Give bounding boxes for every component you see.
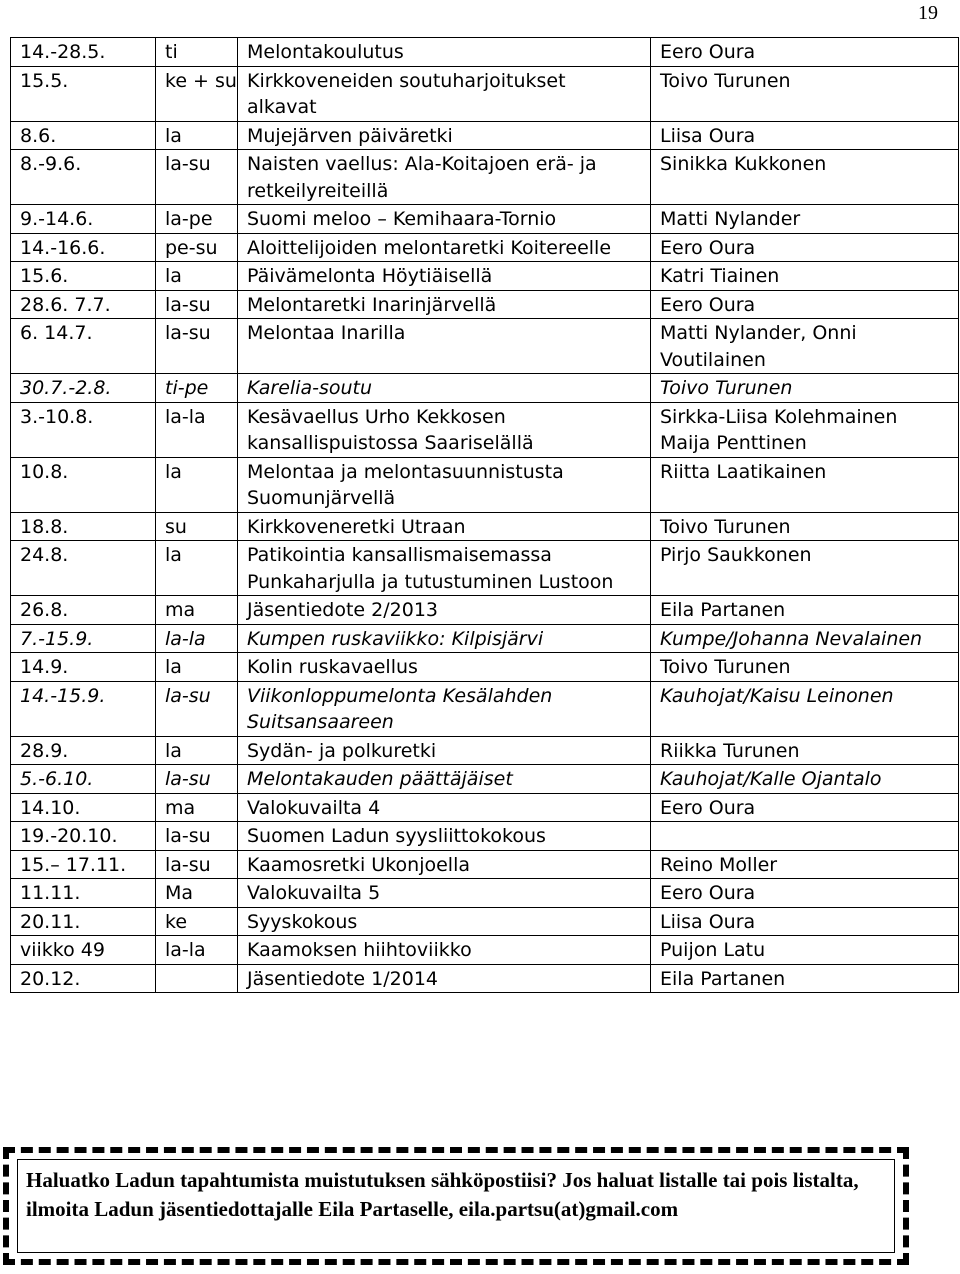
table-row (11, 150, 959, 205)
table-row (11, 822, 959, 851)
notice-text: Haluatko Ladun tapahtumista muistutuksen sähköpostiisi? Jos haluat listalle tai pois listalta, ilmoita Ladun jäsentiedottajalle Eila Partaselle, eila.partsu(at)gmail.com (26, 1168, 859, 1221)
event-days: la-la (156, 624, 238, 653)
event-days: la (156, 736, 238, 765)
event-date: 15.– 17.11. (11, 850, 156, 879)
event-leader: Riitta Laatikainen (651, 457, 959, 512)
event-activity: Päivämelonta Höytiäisellä (238, 262, 651, 291)
event-date: 15.6. (11, 262, 156, 291)
event-leader: Matti Nylander, Onni Voutilainen (651, 319, 959, 374)
table-row (11, 964, 959, 993)
event-leader: Puijon Latu (651, 936, 959, 965)
event-activity: Mujejärven päiväretki (238, 121, 651, 150)
table-row (11, 205, 959, 234)
event-leader: Sirkka-Liisa Kolehmainen Maija Penttinen (651, 402, 959, 457)
event-leader: Eero Oura (651, 290, 959, 319)
event-activity: Melontakoulutus (238, 38, 651, 67)
table-row (11, 233, 959, 262)
event-days: la (156, 262, 238, 291)
event-activity: Jäsentiedote 1/2014 (238, 964, 651, 993)
table-row (11, 624, 959, 653)
event-days: ma (156, 793, 238, 822)
event-leader: Kauhojat/Kaisu Leinonen (651, 681, 959, 736)
event-leader: Toivo Turunen (651, 66, 959, 121)
event-days: ke (156, 907, 238, 936)
event-date: 6. 14.7. (11, 319, 156, 374)
event-activity: Valokuvailta 4 (238, 793, 651, 822)
event-activity: Melontaa ja melontasuunnistusta Suomunjärvellä (238, 457, 651, 512)
notice-box (17, 1159, 895, 1253)
event-days: ti-pe (156, 374, 238, 403)
event-date: 28.6. 7.7. (11, 290, 156, 319)
event-days: la-pe (156, 205, 238, 234)
event-date: 11.11. (11, 879, 156, 908)
event-days: ke + su (156, 66, 238, 121)
event-date: 14.-15.9. (11, 681, 156, 736)
event-leader: Toivo Turunen (651, 512, 959, 541)
event-leader: Eero Oura (651, 38, 959, 67)
event-days: la-su (156, 681, 238, 736)
event-days: la (156, 653, 238, 682)
event-date: 8.6. (11, 121, 156, 150)
event-leader: Kumpe/Johanna Nevalainen (651, 624, 959, 653)
event-date: 14.9. (11, 653, 156, 682)
event-leader: Toivo Turunen (651, 374, 959, 403)
table-row (11, 879, 959, 908)
event-activity: Valokuvailta 5 (238, 879, 651, 908)
event-date: viikko 49 (11, 936, 156, 965)
event-leader: Katri Tiainen (651, 262, 959, 291)
table-row (11, 512, 959, 541)
event-leader: Eila Partanen (651, 596, 959, 625)
event-days: la (156, 541, 238, 596)
table-row (11, 374, 959, 403)
event-leader: Pirjo Saukkonen (651, 541, 959, 596)
event-activity: Melontaretki Inarinjärvellä (238, 290, 651, 319)
event-activity: Melontakauden päättäjäiset (238, 765, 651, 794)
event-days: pe-su (156, 233, 238, 262)
event-leader: Eero Oura (651, 793, 959, 822)
event-days: su (156, 512, 238, 541)
table-row (11, 290, 959, 319)
event-leader: Eila Partanen (651, 964, 959, 993)
event-date: 26.8. (11, 596, 156, 625)
event-activity: Karelia-soutu (238, 374, 651, 403)
event-date: 20.11. (11, 907, 156, 936)
event-activity: Kumpen ruskaviikko: Kilpisjärvi (238, 624, 651, 653)
event-days: la-su (156, 150, 238, 205)
table-row (11, 653, 959, 682)
event-days: la-su (156, 822, 238, 851)
event-date: 3.-10.8. (11, 402, 156, 457)
event-days: la-su (156, 290, 238, 319)
table-row (11, 541, 959, 596)
event-date: 9.-14.6. (11, 205, 156, 234)
table-row (11, 457, 959, 512)
event-activity: Kesävaellus Urho Kekkosen kansallispuistossa Saariselällä (238, 402, 651, 457)
event-date: 5.-6.10. (11, 765, 156, 794)
table-row (11, 907, 959, 936)
email-reminder-notice (3, 1147, 909, 1265)
event-activity: Kolin ruskavaellus (238, 653, 651, 682)
table-row (11, 38, 959, 67)
table-row (11, 681, 959, 736)
table-row (11, 66, 959, 121)
event-date: 30.7.-2.8. (11, 374, 156, 403)
event-days: ti (156, 38, 238, 67)
event-activity: Kaamosretki Ukonjoella (238, 850, 651, 879)
event-days: Ma (156, 879, 238, 908)
event-leader: Kauhojat/Kalle Ojantalo (651, 765, 959, 794)
event-days: la-la (156, 402, 238, 457)
event-date: 19.-20.10. (11, 822, 156, 851)
schedule-body (11, 38, 959, 993)
event-leader: Matti Nylander (651, 205, 959, 234)
event-date: 28.9. (11, 736, 156, 765)
event-activity: Kaamoksen hiihtoviikko (238, 936, 651, 965)
event-leader (651, 822, 959, 851)
event-activity: Aloittelijoiden melontaretki Koitereelle (238, 233, 651, 262)
event-date: 8.-9.6. (11, 150, 156, 205)
event-days: la-la (156, 936, 238, 965)
event-leader: Toivo Turunen (651, 653, 959, 682)
table-row (11, 793, 959, 822)
event-days: la (156, 121, 238, 150)
event-activity: Sydän- ja polkuretki (238, 736, 651, 765)
event-days: la-su (156, 765, 238, 794)
event-schedule-table (10, 37, 959, 993)
event-activity: Suomi meloo – Kemihaara-Tornio (238, 205, 651, 234)
event-leader: Liisa Oura (651, 907, 959, 936)
table-row (11, 765, 959, 794)
event-leader: Eero Oura (651, 879, 959, 908)
event-activity: Viikonloppumelonta Kesälahden Suitsansaareen (238, 681, 651, 736)
event-activity: Jäsentiedote 2/2013 (238, 596, 651, 625)
table-row (11, 736, 959, 765)
event-date: 24.8. (11, 541, 156, 596)
event-date: 20.12. (11, 964, 156, 993)
event-activity: Kirkkoveneiden soutuharjoitukset alkavat (238, 66, 651, 121)
table-row (11, 936, 959, 965)
table-row (11, 262, 959, 291)
event-days: ma (156, 596, 238, 625)
page-number: 19 (918, 2, 938, 24)
event-leader: Riikka Turunen (651, 736, 959, 765)
event-date: 14.-16.6. (11, 233, 156, 262)
event-date: 10.8. (11, 457, 156, 512)
event-days (156, 964, 238, 993)
table-row (11, 402, 959, 457)
table-row (11, 850, 959, 879)
event-leader: Liisa Oura (651, 121, 959, 150)
event-activity: Syyskokous (238, 907, 651, 936)
table-row (11, 596, 959, 625)
event-activity: Naisten vaellus: Ala-Koitajoen erä- ja retkeilyreiteillä (238, 150, 651, 205)
event-activity: Suomen Ladun syysliittokokous (238, 822, 651, 851)
event-activity: Patikointia kansallismaisemassa Punkaharjulla ja tutustuminen Lustoon (238, 541, 651, 596)
event-activity: Melontaa Inarilla (238, 319, 651, 374)
event-leader: Sinikka Kukkonen (651, 150, 959, 205)
event-date: 14.-28.5. (11, 38, 156, 67)
event-days: la (156, 457, 238, 512)
event-date: 7.-15.9. (11, 624, 156, 653)
event-days: la-su (156, 850, 238, 879)
table-row (11, 121, 959, 150)
event-activity: Kirkkoveneretki Utraan (238, 512, 651, 541)
event-date: 15.5. (11, 66, 156, 121)
event-leader: Reino Moller (651, 850, 959, 879)
event-days: la-su (156, 319, 238, 374)
event-date: 18.8. (11, 512, 156, 541)
table-row (11, 319, 959, 374)
event-date: 14.10. (11, 793, 156, 822)
event-leader: Eero Oura (651, 233, 959, 262)
